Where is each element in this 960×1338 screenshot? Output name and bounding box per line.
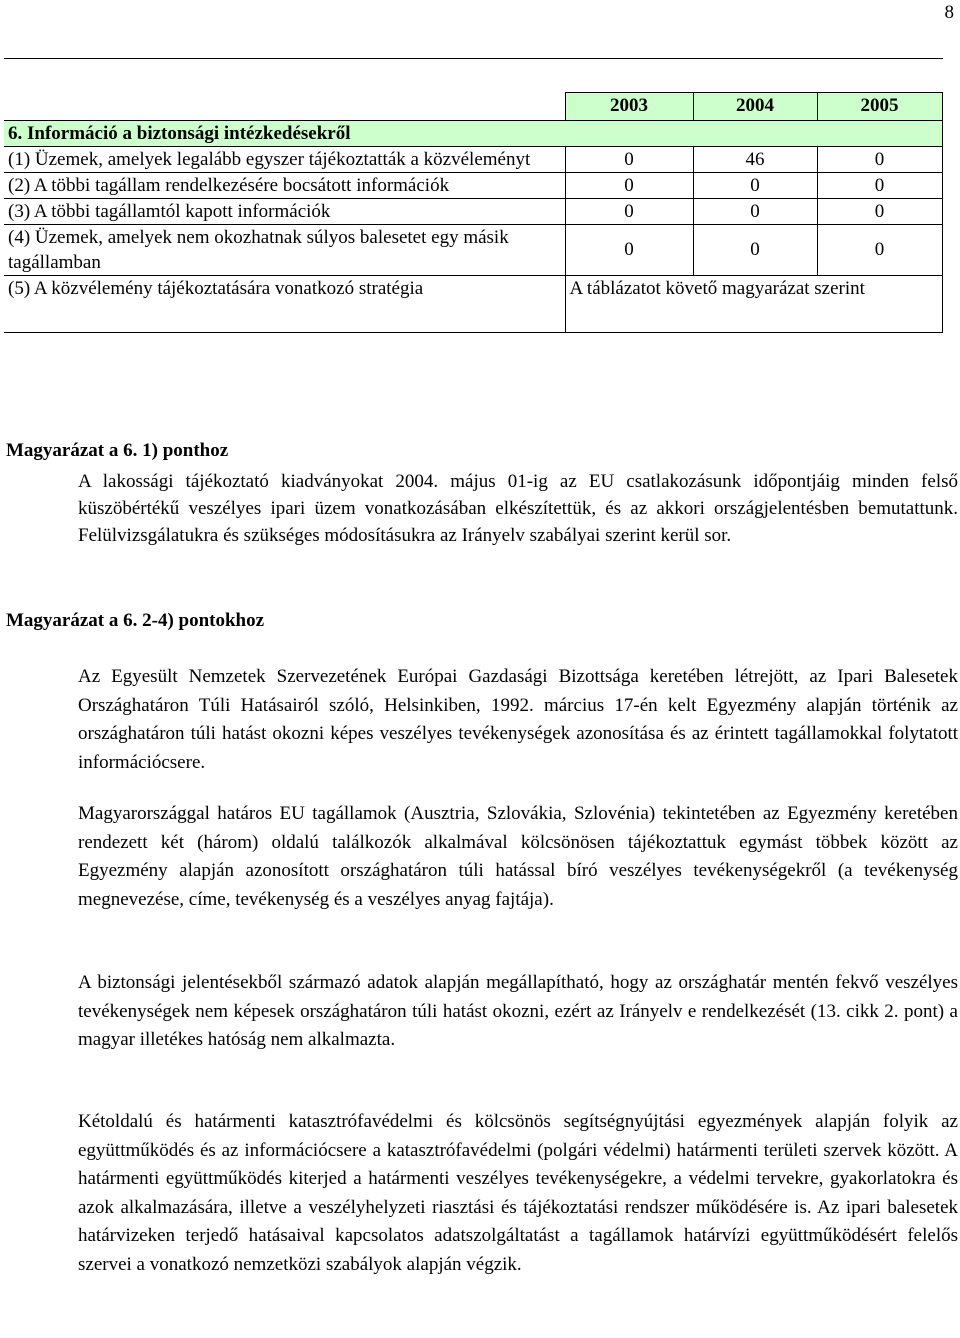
table-row [4, 172, 942, 198]
row-note: A táblázatot követő magyarázat szerint [565, 275, 942, 332]
paragraph: Kétoldalú és határmenti katasztrófavédelmi és kölcsönös segítségnyújtási egyezmények alapján folyik az együttműködés és az információcsere a katasztrófavédelmi (polgári védelmi) határmenti területi szervek között. A határmenti együttműködés kiterjed a határmenti veszélyes tevékenységekre, a védelmi tervekre, gyakorlatokra és azok alkalmazására, illetve a veszélyhelyzeti riasztási és tájékoztatási rendszer működésére is. Az ipari balesetek határvizeken terjedő hatásaival kapcsolatos adatszolgáltatást a tagállamok határvízi együttműködésért felelős szervei a vonatkozó nemzetközi szabályok alapján végzik. [78, 1111, 958, 1275]
row-label: (3) A többi tagállamtól kapott információk [4, 198, 565, 224]
row-label: (2) A többi tagállam rendelkezésére bocsátott információk [4, 172, 565, 198]
paragraph: Magyarországgal határos EU tagállamok (Ausztria, Szlovákia, Szlovénia) tekintetében az Egyezmény keretében rendezett két (három) oldalú találkozók alkalmával kölcsönösen tájékoztattuk egymást többek között az Egyezmény alapján azonosított országhatáron túli hatással bíró veszélyes tevékenységekről (a tevékenység megnevezése, címe, tevékenység és a veszélyes anyag fajtája). [78, 803, 958, 910]
row-value: 0 [565, 198, 693, 224]
row-value: 0 [565, 224, 693, 275]
year-header: 2005 [817, 93, 942, 121]
paragraph: A biztonsági jelentésekből származó adatok alapján megállapítható, hogy az országhatár mentén fekvő veszélyes tevékenységek nem képesek országhatáron túli hatást okozni, ezért az Irányelv e rendelkezését (13. cikk 2. pont) a magyar illetékes hatóság nem alkalmazta. [78, 972, 958, 1050]
section1-text: A lakossági tájékoztató kiadványokat 2004. május 01-ig az EU csatlakozásunk időpontjáig minden felső küszöbértékű veszélyes ipari üzem vonatkozásában elkészítettük, és az akkori országjelentésben bemutattunk. Felülvizsgálatukra és szükséges módosításukra az Irányelv szabályai szerint kerül sor. [78, 471, 958, 546]
table-row [4, 146, 942, 172]
row-value: 0 [565, 172, 693, 198]
table-header-row [4, 93, 942, 121]
header-rule [4, 58, 943, 59]
table-row [4, 198, 942, 224]
table-row [4, 275, 942, 332]
row-value: 0 [693, 224, 817, 275]
row-label: (5) A közvélemény tájékoztatására vonatkozó stratégia [4, 275, 565, 332]
table-row [4, 224, 942, 275]
row-value: 0 [817, 172, 942, 198]
row-label: (4) Üzemek, amelyek nem okozhatnak súlyos balesetet egy másik tagállamban [4, 224, 565, 275]
row-label: (1) Üzemek, amelyek legalább egyszer tájékoztatták a közvéleményt [4, 146, 565, 172]
row-value: 0 [693, 198, 817, 224]
section1-heading: Magyarázat a 6. 1) ponthoz [6, 440, 229, 461]
row-value: 0 [817, 224, 942, 275]
section-title-row [4, 120, 942, 146]
row-value: 0 [565, 146, 693, 172]
row-value: 46 [693, 146, 817, 172]
year-header: 2003 [565, 93, 693, 121]
safety-info-table [4, 92, 943, 333]
paragraph: Az Egyesült Nemzetek Szervezetének Európai Gazdasági Bizottsága keretében létrejött, az Ipari Balesetek Országhatáron Túli Hatásairól szóló, Helsinkiben, 1992. március 17-én kelt Egyezmény alapján történik az országhatáron túli hatást okozni képes veszélyes tevékenységek azonosítása és az érintett tagállamokkal folytatott információcsere. [78, 666, 958, 773]
row-value: 0 [817, 198, 942, 224]
row-value: 0 [817, 146, 942, 172]
section2-heading: Magyarázat a 6. 2-4) pontokhoz [6, 610, 265, 631]
row-value: 0 [693, 172, 817, 198]
year-header: 2004 [693, 93, 817, 121]
page-number: 8 [944, 2, 954, 23]
section-title: 6. Információ a biztonsági intézkedésekről [4, 120, 942, 146]
